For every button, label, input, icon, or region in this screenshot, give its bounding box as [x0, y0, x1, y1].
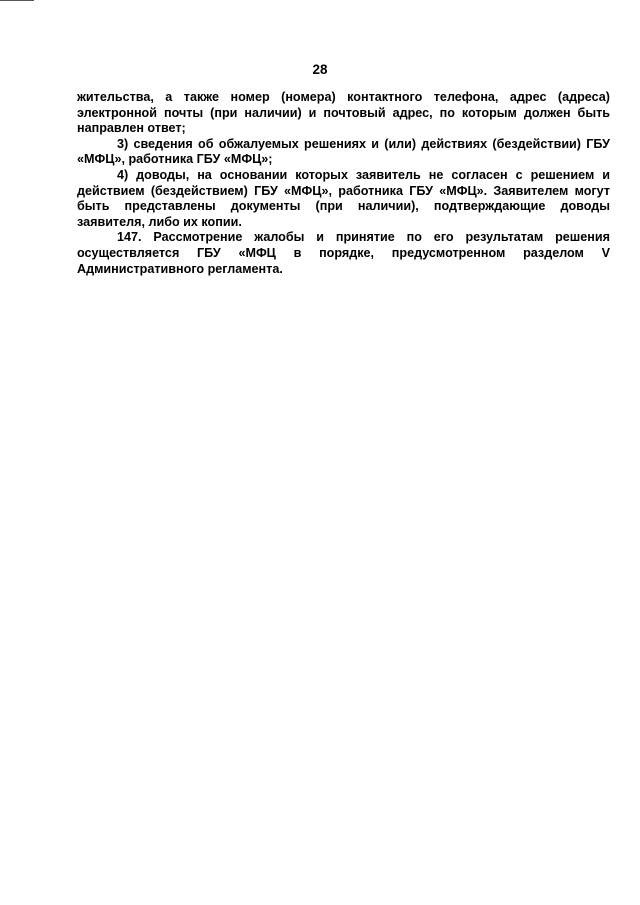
paragraph-continuation: жительства, а также номер (номера) контактного телефона, адрес (адреса) электронной почты (при наличии) и почтовый адрес, по которым должен быть направлен ответ;	[77, 90, 610, 136]
paragraph-147	[77, 230, 610, 277]
page-number: 28	[312, 62, 328, 77]
document-body	[77, 90, 610, 277]
paragraph-item-3: 3) сведения об обжалуемых решениях и (или) действиях (бездействии) ГБУ «МФЦ», работника ГБУ «МФЦ»;	[77, 136, 610, 167]
paragraph-item-4: 4) доводы, на основании которых заявитель не согласен с решением и действием (бездействием) ГБУ «МФЦ», работника ГБУ «МФЦ». Заявителем могут быть представлены документы (при наличии), подтверждающие доводы заявителя, либо их копии.	[77, 167, 610, 229]
paragraph-147-last-line: Административного регламента.	[77, 261, 283, 276]
paragraph-147-text: 147. Рассмотрение жалобы и принятие по его результатам решения осуществляется ГБУ «МФЦ в порядке, предусмотренном разделом V	[77, 230, 610, 260]
scan-edge-mark	[0, 0, 34, 1]
